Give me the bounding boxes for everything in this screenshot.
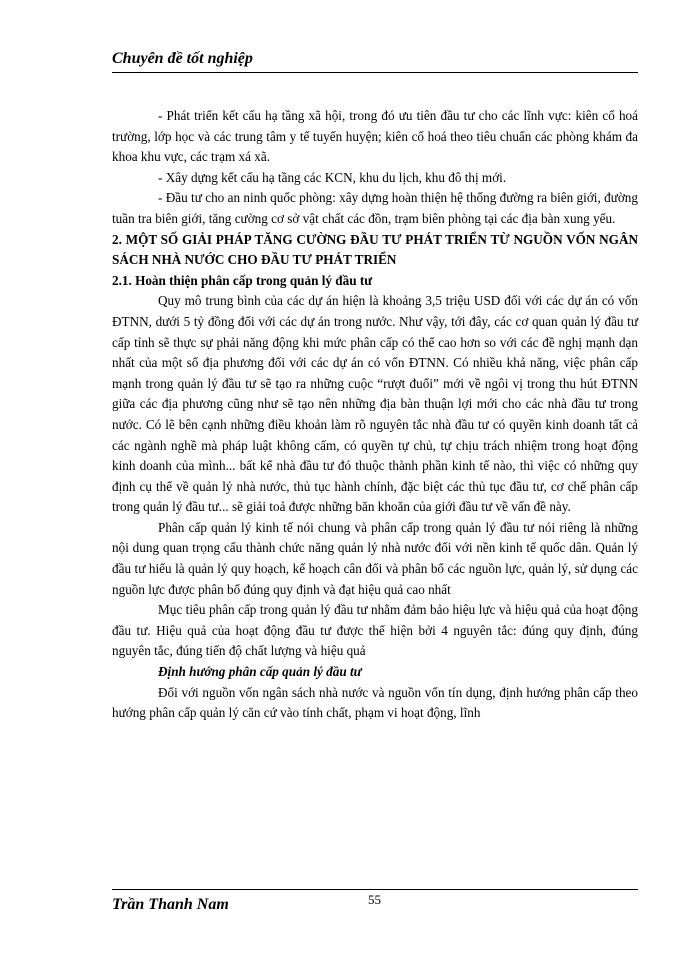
paragraph-national-defense: - Đầu tư cho an ninh quốc phòng: xây dựng hoàn thiện hệ thống đường ra biên giới, đường tuần tra biên giới, tăng cường cơ sở vật chất các đồn, trạm biên phòng tại các địa bàn xung yếu.: [112, 190, 638, 226]
document-body: [112, 106, 638, 724]
paragraph-project-scale: Quy mô trung bình của các dự án hiện là khoảng 3,5 triệu USD đối với các dự án có vốn ĐTNN, dưới 5 tỷ đồng đối với các dự án trong nước. Như vậy, tới đây, các cơ quan quản lý đầu tư cấp tỉnh sẽ thực sự phải năng động khi mức phân cấp có thể cao hơn so với các đề nghị mạnh dạn nhất của một số địa phương đối với các dự án có vốn ĐTNN. Có nhiều khả năng, việc phân cấp mạnh trong quản lý đầu tư sẽ tạo ra những cuộc “rượt đuổi” mới về ngôi vị trong thu hút ĐTNN giữa các địa phương cũng như sẽ tạo nên những địa bàn thuận lợi mới cho các nhà đầu tư trong nước. Có lẽ bên cạnh những điều khoản làm rõ nguyên tắc nhà đầu tư có quyền kinh doanh tất cả các ngành nghề mà pháp luật không cấm, có quyền tự chủ, tự chịu trách nhiệm trong hoạt động kinh doanh của mình... bất kể nhà đầu tư đó thuộc thành phần kinh tế nào, thì việc có những quy định cụ thể về quản lý nhà nước, thủ tục hành chính, đặc biệt các thủ tục đầu tư, cơ chế phân cấp trong quản lý đầu tư... sẽ giải toả được những băn khoăn của giới đầu tư về vấn đề này.: [112, 293, 638, 515]
header-divider: [112, 72, 638, 73]
page-header-title: Chuyên đề tốt nghiệp: [112, 50, 253, 67]
paragraph-state-budget: Đối với nguồn vốn ngân sách nhà nước và nguồn vốn tín dụng, định hướng phân cấp theo hướng phân cấp quản lý căn cứ vào tính chất, phạm vi hoạt động, lĩnh: [112, 684, 638, 721]
subheading-decentralization-direction: Định hướng phân cấp quản lý đầu tư: [158, 664, 362, 680]
footer-author: Trần Thanh Nam: [112, 896, 229, 913]
page-number: 55: [368, 892, 381, 907]
section-heading-2-1: 2.1. Hoàn thiện phân cấp trong quản lý đầu tư: [112, 272, 373, 288]
paragraph-decentralization-goal: Mục tiêu phân cấp trong quản lý đầu tư nhằm đảm bảo hiệu lực và hiệu quả của hoạt động đầu tư. Hiệu quả của hoạt động đầu tư được thể hiện bởi 4 nguyên tắc: đúng quy định, đúng nguyên tắc, đúng tiến độ chất lượng và hiệu quả: [112, 602, 638, 659]
paragraph-social-infrastructure: - Phát triển kết cấu hạ tầng xã hội, trong đó ưu tiên đầu tư cho các lĩnh vực: kiên cố hoá trường, lớp học và các trung tâm y tế tuyến huyện; kiên cố hoá theo tiêu chuẩn các phòng khám đa khoa khu vực, các trạm xá xã.: [112, 108, 638, 165]
paragraph-economic-decentralization: Phân cấp quản lý kinh tế nói chung và phân cấp trong quản lý đầu tư nói riêng là những nội dung quan trọng cấu thành chức năng quản lý nhà nước đối với nền kinh tế quốc dân. Quản lý đầu tư hiểu là quản lý quy hoạch, kế hoạch cân đối và phân bổ các nguồn lực, quản lý, sử dụng các nguồn lực được phân bổ đúng quy định và đạt hiệu quả cao nhất: [112, 519, 638, 597]
section-heading-2: 2. MỘT SỐ GIẢI PHÁP TĂNG CƯỜNG ĐẦU TƯ PHÁT TRIỂN TỪ NGUỒN VỐN NGÂN SÁCH NHÀ NƯỚC CHO ĐẦU TƯ PHÁT TRIỂN: [112, 231, 638, 268]
paragraph-industrial-zones: - Xây dựng kết cấu hạ tầng các KCN, khu du lịch, khu đô thị mới.: [158, 169, 507, 185]
footer-divider: [112, 889, 638, 890]
